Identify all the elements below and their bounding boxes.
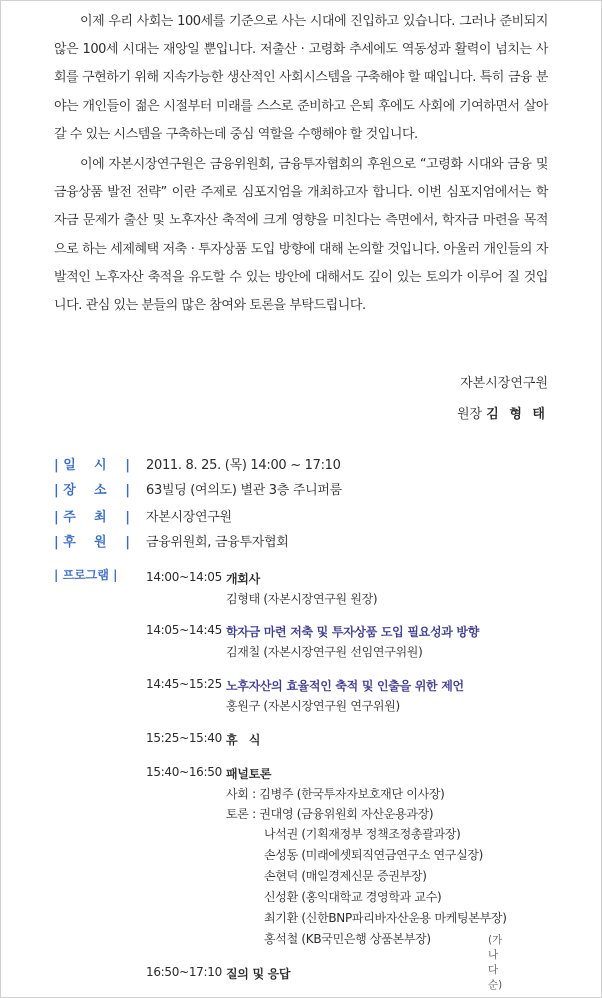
- bracket-left: |: [54, 458, 64, 473]
- detail-sponsor: [54, 533, 289, 553]
- slot-time: 14:05~14:45: [146, 623, 222, 637]
- panel-member: 나석권 (기획재정부 정책조정총괄과장): [264, 827, 461, 841]
- slot-title: 개회사: [226, 572, 260, 586]
- slot-speaker: 김재칠 (자본시장연구원 선임연구위원): [226, 645, 423, 659]
- signature-title: 원장: [457, 407, 483, 422]
- slot-title: 패널토론: [226, 767, 272, 781]
- slot-title: 노후자산의 효율적인 축적 및 인출을 위한 제언: [226, 679, 464, 693]
- bracket-left: |: [54, 568, 63, 582]
- bracket-right: |: [125, 535, 131, 550]
- bracket-left: |: [54, 510, 64, 525]
- bracket-left: |: [54, 483, 64, 498]
- detail-host: [54, 508, 232, 528]
- signature-line: [457, 403, 548, 422]
- intro-paragraph-1: 이제 우리 사회는 100세를 기준으로 사는 시대에 진입하고 있습니다. 그러나 준비되지 않은 100세 시대는 재앙일 뿐입니다. 저출산 · 고령화 추세에도 역동성과 활력이 넘치는 사회를 구현하기 위해 지속가능한 생산적인 사회시스템을 구축해야 할 때입니다. 특히 금융 분야는 개인들이 젊은 시절부터 미래를 스스로 준비하고 은퇴 후에도 사회에 기여하면서 살아갈 수 있는 시스템을 구축하는데 중심 역할을 수행해야 할 것입니다.: [54, 14, 548, 142]
- program-label: 프로그램: [62, 568, 109, 582]
- panel-member: 손현덕 (매일경제신문 증권부장): [264, 869, 427, 883]
- detail-venue: [54, 481, 342, 501]
- detail-label: 후 원: [63, 535, 107, 550]
- slot-time: 14:00~14:05: [146, 570, 222, 584]
- slot-time: 15:40~16:50: [146, 765, 222, 779]
- slot-speaker: 홍원구 (자본시장연구원 연구위원): [226, 699, 400, 713]
- panel-member: 신성환 (홍익대학교 경영학과 교수): [264, 890, 442, 904]
- slot-title: 질의 및 응답: [226, 967, 291, 981]
- slot-time: 14:45~15:25: [146, 677, 222, 691]
- intro-text: [54, 8, 548, 322]
- slot-time: 15:25~15:40: [146, 731, 222, 745]
- panel-member: 손성동 (미래에셋퇴직연금연구소 연구실장): [264, 848, 484, 862]
- panel-member: 최기환 (신한BNP파리바자산운용 마케팅본부장): [264, 911, 507, 925]
- bracket-right: |: [108, 568, 118, 582]
- bracket-right: |: [125, 483, 131, 498]
- program-label-row: [54, 566, 118, 583]
- signature-name: 김 형 태: [486, 407, 548, 422]
- detail-label: 일 시: [63, 458, 107, 473]
- detail-date: [54, 456, 341, 476]
- slot-speaker: 김형태 (자본시장연구원 원장): [226, 592, 378, 606]
- bracket-right: |: [125, 510, 131, 525]
- detail-label: 장 소: [63, 483, 107, 498]
- bracket-left: |: [54, 535, 64, 550]
- slot-title: 학자금 마련 저축 및 투자상품 도입 필요성과 방향: [226, 625, 479, 639]
- detail-value: 자본시장연구원: [146, 510, 232, 525]
- panel-order-note: (가나다 순): [488, 934, 503, 991]
- detail-value: 63빌딩 (여의도) 별관 3층 주니퍼룸: [146, 483, 342, 498]
- slot-title: 휴 식: [226, 733, 261, 747]
- bracket-right: |: [125, 458, 131, 473]
- intro-paragraph-2: 이에 자본시장연구원은 금융위원회, 금융투자협회의 후원으로 “고령화 시대와 금융 및 금융상품 발전 전략” 이란 주제로 심포지엄을 개최하고자 합니다. 이번 심포지엄에서는 학자금 문제가 출산 및 노후자산 축적에 크게 영향을 미친다는 측면에서, 학자금 마련을 목적으로 하는 세제혜택 저축 · 투자상품 도입 방향에 대해 논의할 것입니다. 아울러 개인들의 자발적인 노후자산 축적을 유도할 수 있는 방안에 대해서도 깊이 있는 토의가 이루어 질 것입니다. 관심 있는 분들의 많은 참여와 토론을 부탁드립니다.: [54, 157, 548, 314]
- slot-time: 16:50~17:10: [146, 965, 222, 979]
- panel-moderator: 사회 : 김병주 (한국투자자보호재단 이사장): [226, 787, 445, 801]
- panel-member: 토론 : 권대영 (금융위원회 자산운용과장): [226, 807, 434, 821]
- signature-org: 자본시장연구원: [460, 376, 548, 391]
- detail-value: 금융위원회, 금융투자협회: [146, 535, 289, 550]
- detail-label: 주 최: [63, 510, 107, 525]
- panel-member: 홍석철 (KB국민은행 상품본부장): [264, 932, 431, 946]
- detail-value: 2011. 8. 25. (목) 14:00 ~ 17:10: [146, 458, 341, 473]
